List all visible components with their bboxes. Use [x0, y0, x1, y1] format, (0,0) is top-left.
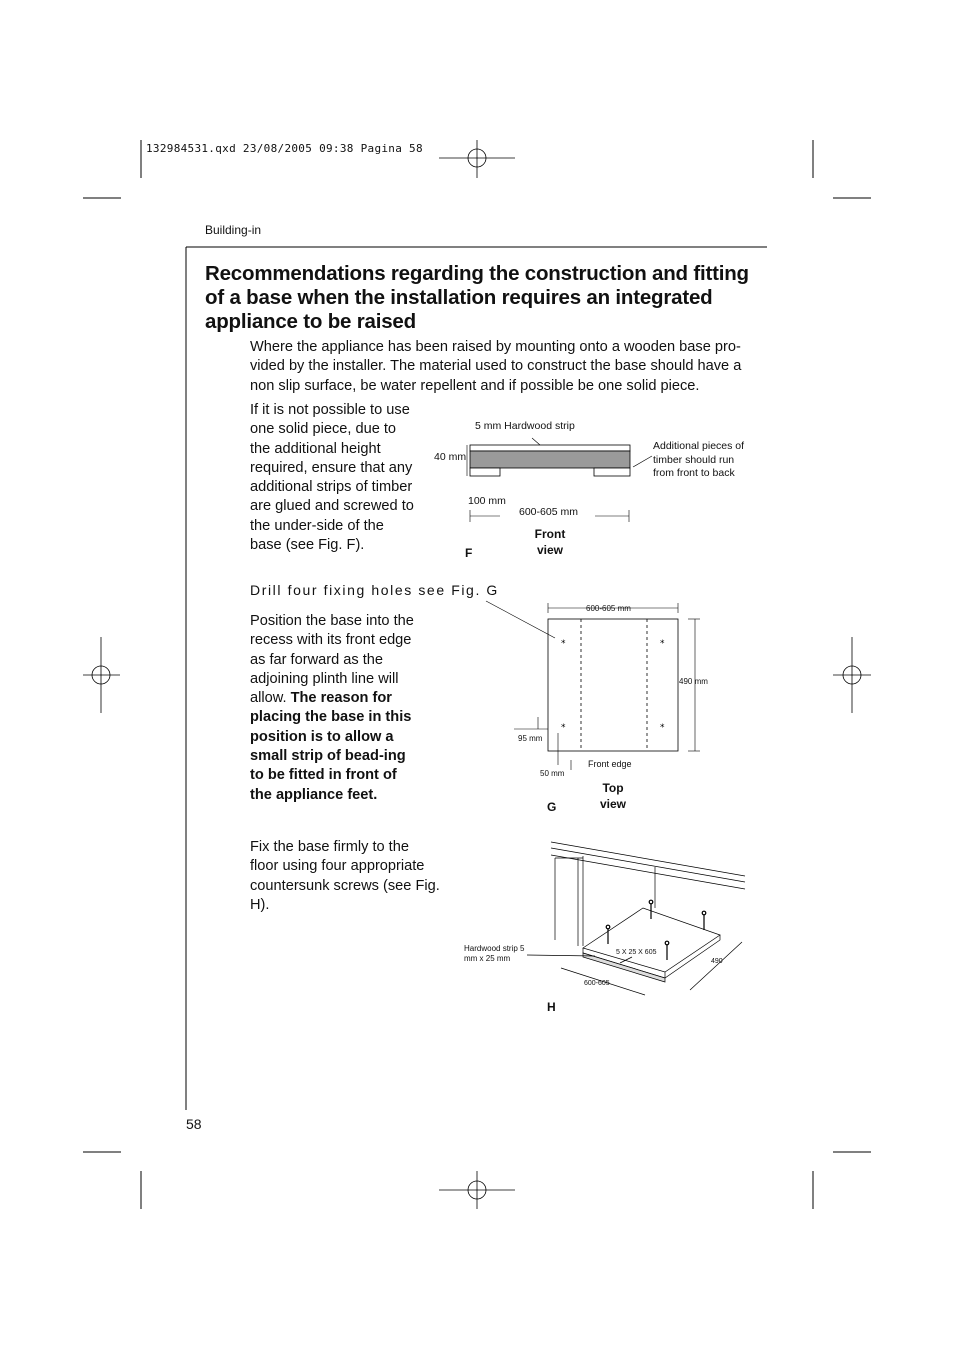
drill-instruction: Drill four fixing holes see Fig. G: [250, 582, 499, 598]
fig-g-drawing: [486, 601, 700, 770]
fig-h-strip-label: Hardwood strip 5 mm x 25 mm: [464, 944, 525, 963]
page-number: 58: [186, 1116, 202, 1132]
fig-h-drawing: [527, 842, 745, 995]
base-top-outline: [548, 619, 678, 751]
fig-g-inset-y-label: 95 mm: [518, 734, 543, 743]
fig-h-depth-label: 490: [711, 958, 723, 965]
drill-leader: [486, 601, 555, 638]
fig-f-strip-label: 5 mm Hardwood strip: [475, 420, 575, 432]
fixing-hole: *: [660, 723, 665, 733]
strip-leader: [532, 438, 540, 445]
print-slug: 132984531.qxd 23/08/2005 09:38 Pagina 58: [146, 142, 423, 155]
fig-g-inset-x-label: 50 mm: [540, 769, 565, 778]
fixing-hole-marks: [561, 639, 665, 733]
worktop-top: [551, 842, 745, 876]
note-leader: [633, 456, 652, 467]
fig-g-width-label: 600-605 mm: [586, 604, 631, 613]
fig-f-height-label: 40 mm: [434, 451, 467, 463]
hardwood-strip: [470, 445, 630, 451]
fig-g-letter: G: [547, 800, 557, 814]
fig-f-note: Additional pieces of timber should run from front to back: [653, 440, 745, 479]
fixing-hole: *: [561, 639, 566, 649]
position-paragraph: [250, 612, 418, 805]
fig-h-width-label: 600-605: [584, 980, 610, 987]
base-board: [470, 451, 630, 468]
timber-strip-right: [594, 468, 630, 476]
fix-paragraph: Fix the base firmly to the floor using four appropriate countersunk screws (see Fig. H).: [250, 839, 440, 913]
fig-h-letter: H: [547, 1000, 556, 1014]
position-text: Position the base into the recess with its front edge as far forward as the adjoining plinth line will allow.: [250, 613, 414, 707]
fig-f-caption: Front view: [534, 527, 566, 557]
fig-f-depth-label: 100 mm: [468, 495, 506, 507]
depth-dim: [690, 942, 742, 990]
fig-h-strip-size-label: 5 X 25 X 605: [616, 949, 657, 956]
fig-f-letter: F: [465, 546, 473, 560]
section-label: Building-in: [205, 223, 262, 237]
page-title: Recommendations regarding the construction and fitting of a base when the installation requires an integrated appliance to be raised: [205, 262, 749, 333]
fig-f-width-label: 600-605 mm: [519, 506, 578, 518]
fixing-hole: *: [660, 639, 665, 649]
strips-paragraph: If it is not possible to use one solid piece, due to the additional height required, ensure that any additional strips of timber are glued and screwed to the under-side of the base (see Fig. F).: [250, 402, 414, 554]
fixing-hole: *: [561, 723, 566, 733]
fig-g-front-edge-label: Front edge: [588, 759, 632, 769]
timber-strip-left: [470, 468, 500, 476]
hardwood-strip: [583, 953, 665, 982]
fig-g-depth-label: 490 mm: [679, 677, 708, 686]
position-reason: The reason for placing the base in this position is to allow a small strip of bead-ing to be fitted in front of the appliance feet.: [250, 690, 412, 803]
fig-g-caption: Top view: [599, 781, 626, 811]
intro-paragraph: Where the appliance has been raised by mounting onto a wooden base pro-vided by the installer. The material used to construct the base should have a non slip surface, be water repellent and if possible be one solid piece.: [250, 339, 742, 394]
